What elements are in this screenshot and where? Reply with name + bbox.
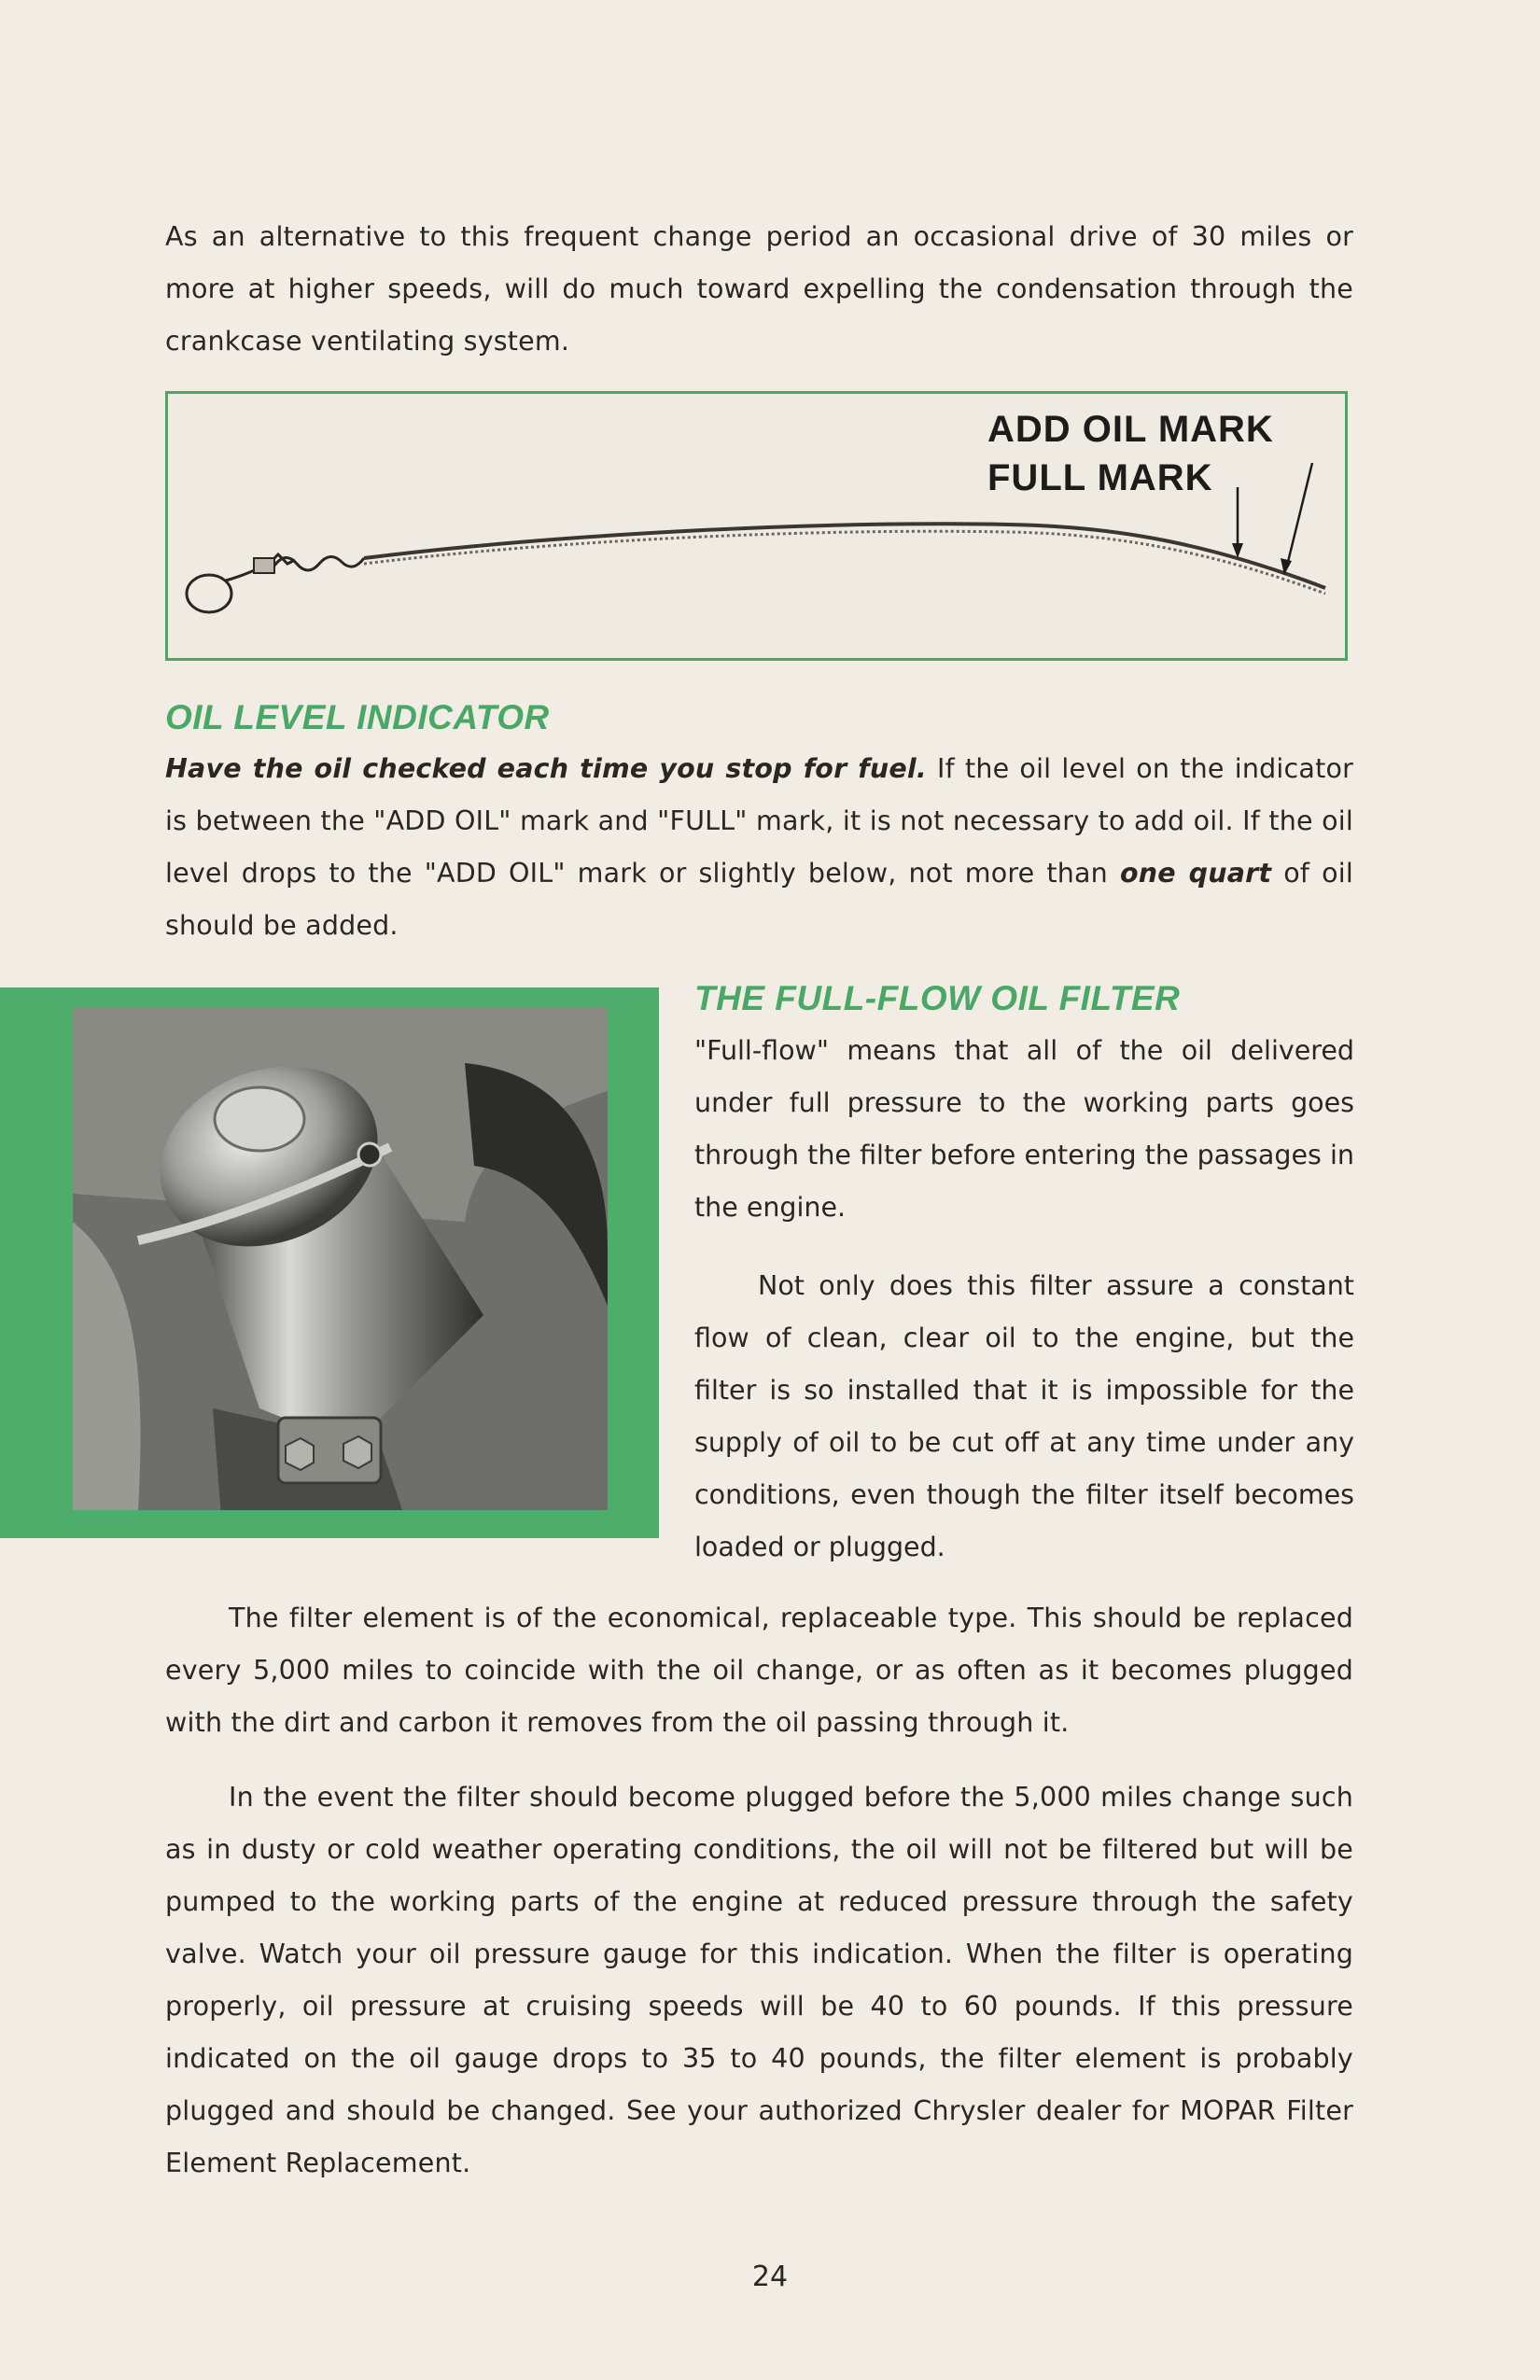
one-quart-emphasis: one quart <box>1119 858 1272 889</box>
filter-cap-dome <box>215 1087 304 1151</box>
plugged-filter-paragraph: In the event the filter should become plugged before the 5,000 miles change such as in dusty or cold weather operating conditions, the oil will not be filtered but will be pumped to the working parts of the engine at reduced pressure through the safety valve. Watch your oil pressure gauge for this indication. When the filter is operating properly, oil pressure at cruising speeds will be 40 to 60 pounds. If this pressure indicated on the oil gauge drops to 35 to 40 pounds, the filter element is probably plugged and should be changed. See your authorized Chrysler dealer for MOPAR Filter Element Replacement. <box>165 1782 1353 2178</box>
oil-dipstick-diagram <box>165 391 1348 661</box>
oil-level-text-2: of oil should be added. <box>165 858 1354 941</box>
add-oil-pointer <box>1286 463 1312 569</box>
add-oil-mark-label: ADD OIL MARK <box>987 409 1274 450</box>
oil-filter-photo <box>73 1007 608 1510</box>
intro-paragraph: As an alternative to this frequent change period an occasional drive of 30 miles or more at higher speeds, will do much toward expelling the condensation through the crankcase ventilating system. <box>165 221 1353 357</box>
oil-filter-illustration <box>73 1007 608 1510</box>
dipstick-collar <box>254 558 274 573</box>
full-mark-label: FULL MARK <box>987 457 1213 498</box>
dipstick-blade-bottom <box>364 531 1325 594</box>
full-flow-heading: THE FULL-FLOW OIL FILTER <box>694 979 1181 1017</box>
oil-level-paragraph <box>165 743 1353 952</box>
oil-check-lead: Have the oil checked each time you stop for fuel. <box>165 753 927 784</box>
clamp-bolt <box>358 1143 381 1166</box>
mount-bolt-1 <box>286 1438 314 1470</box>
filter-element-paragraph: The filter element is of the economical, replaceable type. This should be replaced every 5,000 miles to coincide with the oil change, or as often as it becomes plugged with the dirt and carbon it removes from the oil passing through it. <box>165 1603 1353 1738</box>
full-flow-paragraph-2: Not only does this filter assure a constant flow of clean, clear oil to the engine, but the filter is so installed that it is impossible for the supply of oil to be cut off at any time under any conditions, even though the filter itself becomes loaded or plugged. <box>694 1270 1354 1562</box>
oil-level-heading: OIL LEVEL INDICATOR <box>165 698 550 736</box>
mount-bolt-2 <box>343 1436 371 1468</box>
oil-level-text-1: If the oil level on the indicator is between the "ADD OIL" mark and "FULL" mark, it is not necessary to add oil. If the oil level drops to the "ADD OIL" mark or slightly below, not more than <box>165 753 1353 889</box>
page-number: 24 <box>751 2261 789 2293</box>
full-flow-paragraph-1: "Full-flow" means that all of the oil delivered under full pressure to the working parts goes through the filter before entering the passages in the engine. <box>694 1035 1354 1223</box>
dipstick-ring-handle <box>187 575 231 612</box>
